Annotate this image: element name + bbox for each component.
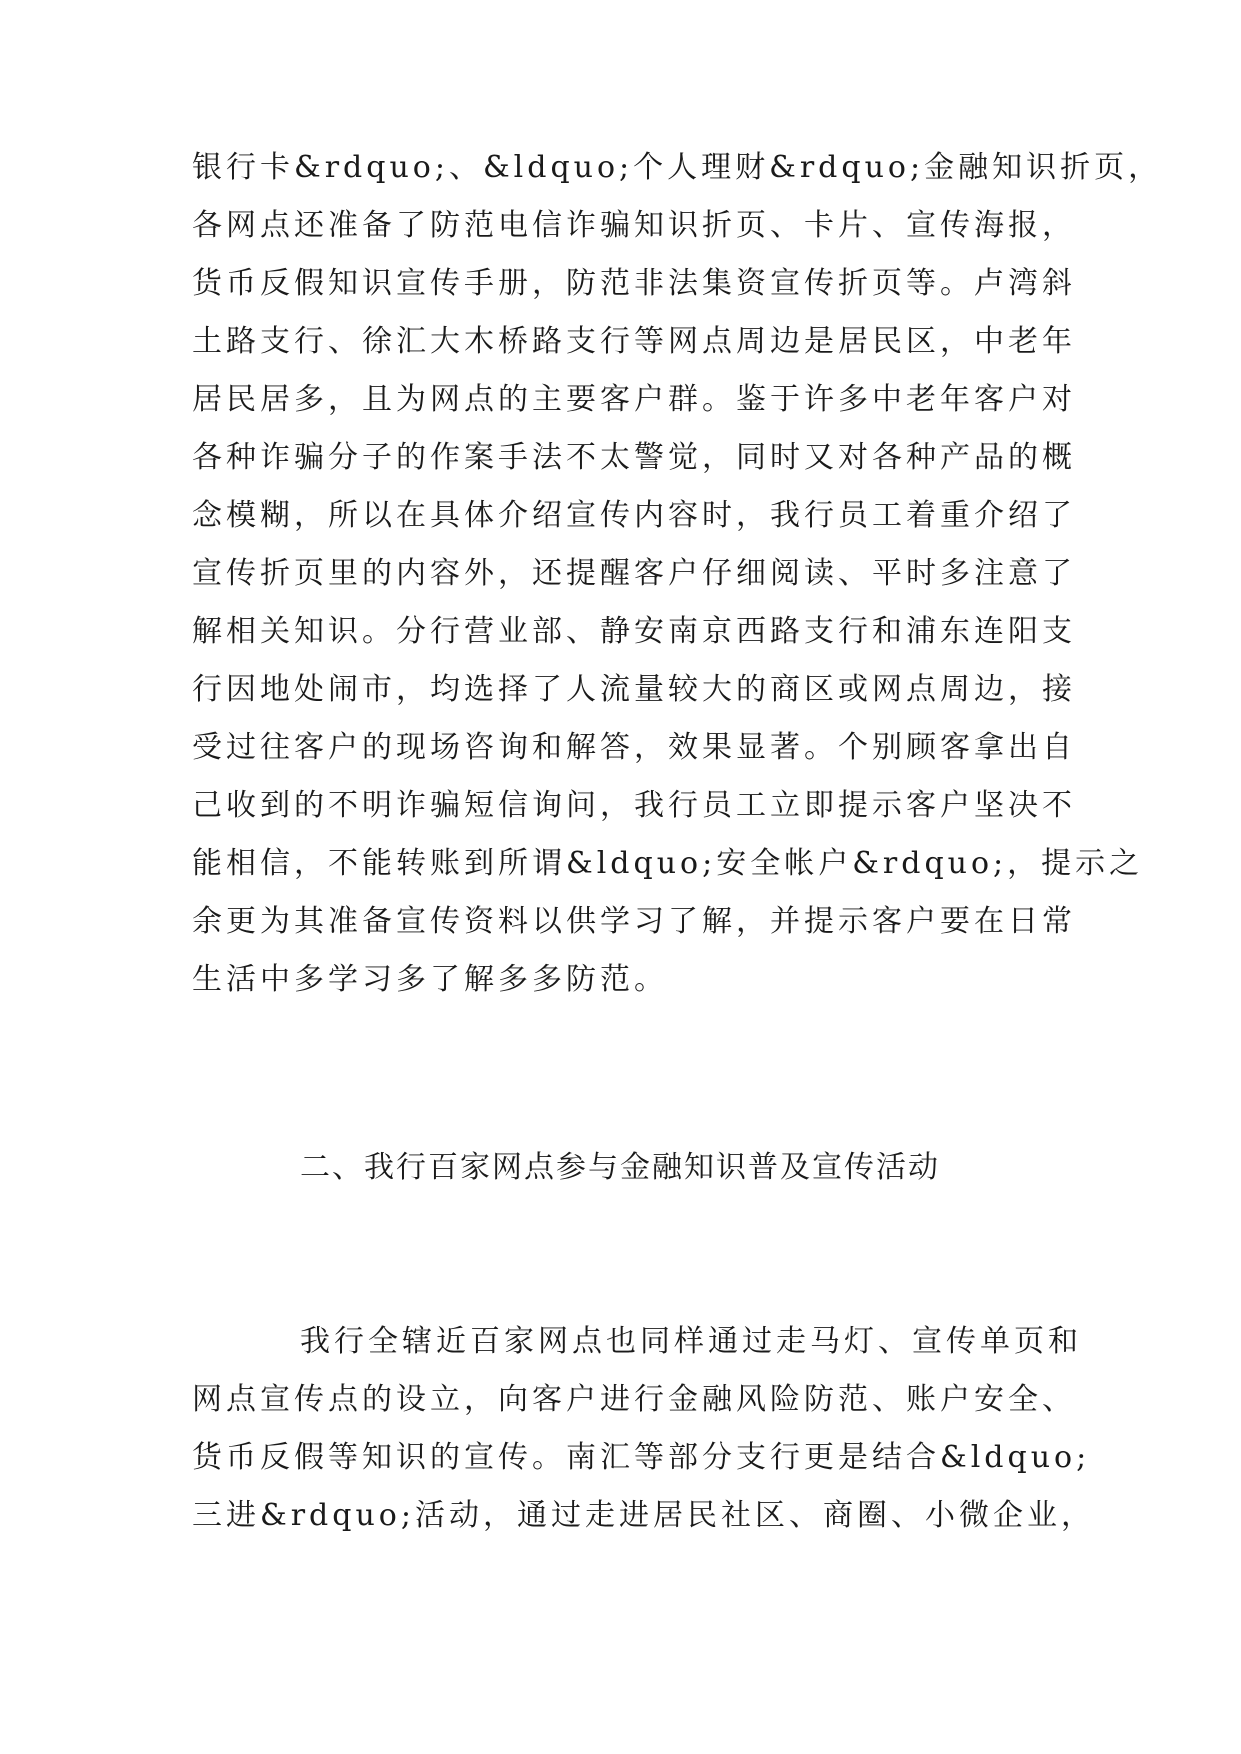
- paragraph-line: 能相信，不能转账到所谓&ldquo;安全帐户&rdquo;，提示之: [192, 846, 1144, 881]
- paragraph-line: 余更为其准备宣传资料以供学习了解，并提示客户要在日常: [192, 904, 1076, 939]
- paragraph-line: 己收到的不明诈骗短信询问，我行员工立即提示客户坚决不: [192, 788, 1076, 823]
- section-heading: 二、我行百家网点参与金融知识普及宣传活动: [300, 1150, 940, 1185]
- paragraph-line: 生活中多学习多了解多多防范。: [192, 962, 668, 997]
- paragraph-line: 三进&rdquo;活动，通过走进居民社区、商圈、小微企业，: [192, 1498, 1095, 1533]
- paragraph-line: 土路支行、徐汇大木桥路支行等网点周边是居民区，中老年: [192, 324, 1076, 359]
- paragraph-line: 受过往客户的现场咨询和解答，效果显著。个别顾客拿出自: [192, 730, 1076, 765]
- paragraph-line: 网点宣传点的设立，向客户进行金融风险防范、账户安全、: [192, 1382, 1076, 1417]
- paragraph-line: 货币反假知识宣传手册，防范非法集资宣传折页等。卢湾斜: [192, 266, 1076, 301]
- paragraph-line: 念模糊，所以在具体介绍宣传内容时，我行员工着重介绍了: [192, 498, 1076, 533]
- paragraph-line: 宣传折页里的内容外，还提醒客户仔细阅读、平时多注意了: [192, 556, 1076, 591]
- paragraph-line: 货币反假等知识的宣传。南汇等部分支行更是结合&ldquo;: [192, 1440, 1091, 1475]
- paragraph-line: 行因地处闹市，均选择了人流量较大的商区或网点周边，接: [192, 672, 1076, 707]
- paragraph-line: 解相关知识。分行营业部、静安南京西路支行和浦东连阳支: [192, 614, 1076, 649]
- paragraph-line: 银行卡&rdquo;、&ldquo;个人理财&rdquo;金融知识折页，: [192, 150, 1163, 185]
- paragraph-line: 我行全辖近百家网点也同样通过走马灯、宣传单页和: [300, 1324, 1082, 1359]
- paragraph-line: 各种诈骗分子的作案手法不太警觉，同时又对各种产品的概: [192, 440, 1076, 475]
- paragraph-line: 居民居多，且为网点的主要客户群。鉴于许多中老年客户对: [192, 382, 1076, 417]
- paragraph-line: 各网点还准备了防范电信诈骗知识折页、卡片、宣传海报，: [192, 208, 1076, 243]
